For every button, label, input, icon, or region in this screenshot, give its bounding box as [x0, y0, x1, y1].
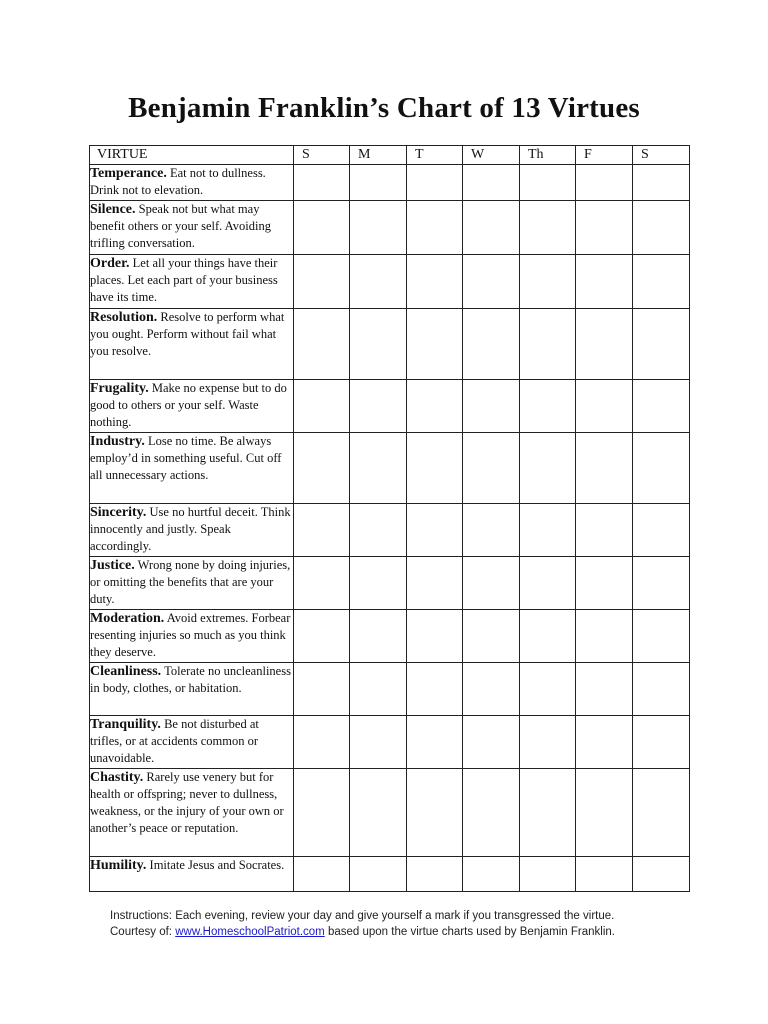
mark-cell[interactable]	[576, 380, 633, 433]
mark-cell[interactable]	[576, 663, 633, 716]
mark-cell[interactable]	[407, 201, 463, 255]
mark-cell[interactable]	[520, 857, 576, 892]
mark-cell[interactable]	[294, 165, 350, 201]
mark-cell[interactable]	[576, 433, 633, 504]
mark-cell[interactable]	[350, 610, 407, 663]
virtue-row	[90, 857, 690, 892]
virtue-description: Let all your things have their places. Let each part of your business have its time.	[90, 256, 278, 304]
mark-cell[interactable]	[294, 663, 350, 716]
mark-cell[interactable]	[633, 663, 690, 716]
homeschool-patriot-link[interactable]: www.HomeschoolPatriot.com	[175, 926, 325, 938]
mark-cell[interactable]	[294, 769, 350, 857]
mark-cell[interactable]	[463, 663, 520, 716]
mark-cell[interactable]	[576, 857, 633, 892]
header-day: W	[463, 146, 520, 165]
virtue-name: Industry.	[90, 434, 145, 449]
virtue-row	[90, 255, 690, 309]
virtue-description: Wrong none by doing injuries, or omitting the benefits that are your duty.	[90, 558, 291, 606]
virtue-name: Sincerity.	[90, 505, 147, 520]
virtue-row	[90, 433, 690, 504]
mark-cell[interactable]	[407, 504, 463, 557]
mark-cell[interactable]	[633, 557, 690, 610]
mark-cell[interactable]	[520, 610, 576, 663]
mark-cell[interactable]	[294, 433, 350, 504]
header-day: Th	[520, 146, 576, 165]
page-title: Benjamin Franklin’s Chart of 13 Virtues	[128, 92, 640, 124]
mark-cell[interactable]	[463, 504, 520, 557]
mark-cell[interactable]	[407, 309, 463, 380]
header-day: M	[350, 146, 407, 165]
virtue-row	[90, 309, 690, 380]
mark-cell[interactable]	[463, 769, 520, 857]
mark-cell[interactable]	[407, 255, 463, 309]
mark-cell[interactable]	[463, 201, 520, 255]
mark-cell[interactable]	[350, 255, 407, 309]
virtue-row	[90, 557, 690, 610]
mark-cell[interactable]	[463, 380, 520, 433]
virtue-cell	[90, 255, 294, 309]
mark-cell[interactable]	[520, 201, 576, 255]
mark-cell[interactable]	[576, 504, 633, 557]
virtue-cell	[90, 610, 294, 663]
mark-cell[interactable]	[633, 433, 690, 504]
mark-cell[interactable]	[576, 309, 633, 380]
mark-cell[interactable]	[520, 716, 576, 769]
mark-cell[interactable]	[294, 309, 350, 380]
mark-cell[interactable]	[576, 716, 633, 769]
mark-cell[interactable]	[407, 165, 463, 201]
header-day: S	[633, 146, 690, 165]
mark-cell[interactable]	[576, 557, 633, 610]
virtue-cell	[90, 769, 294, 857]
virtue-description: Speak not but what may benefit others or your self. Avoiding trifling conversation.	[90, 202, 271, 250]
virtue-name: Frugality.	[90, 381, 149, 396]
mark-cell[interactable]	[350, 857, 407, 892]
mark-cell[interactable]	[294, 504, 350, 557]
virtue-name: Moderation.	[90, 611, 165, 626]
virtue-name: Cleanliness.	[90, 664, 162, 679]
mark-cell[interactable]	[294, 380, 350, 433]
mark-cell[interactable]	[633, 309, 690, 380]
mark-cell[interactable]	[407, 769, 463, 857]
mark-cell[interactable]	[407, 716, 463, 769]
virtue-description: Rarely use venery but for health or offspring; never to dullness, weakness, or the injury of your own or another’s peace or reputation.	[90, 770, 284, 835]
mark-cell[interactable]	[350, 380, 407, 433]
virtue-description: Make no expense but to do good to others or your self. Waste nothing.	[90, 381, 287, 429]
courtesy-suffix: based upon the virtue charts used by Benjamin Franklin.	[324, 926, 615, 938]
mark-cell[interactable]	[633, 201, 690, 255]
virtue-name: Justice.	[90, 558, 135, 573]
virtue-description: Resolve to perform what you ought. Perform without fail what you resolve.	[90, 310, 285, 358]
mark-cell[interactable]	[520, 309, 576, 380]
header-row	[90, 146, 690, 165]
mark-cell[interactable]	[463, 165, 520, 201]
mark-cell[interactable]	[350, 165, 407, 201]
mark-cell[interactable]	[463, 557, 520, 610]
mark-cell[interactable]	[633, 716, 690, 769]
mark-cell[interactable]	[463, 857, 520, 892]
mark-cell[interactable]	[350, 433, 407, 504]
mark-cell[interactable]	[350, 716, 407, 769]
virtue-name: Chastity.	[90, 770, 144, 785]
mark-cell[interactable]	[350, 769, 407, 857]
virtue-chart-table	[89, 145, 690, 892]
mark-cell[interactable]	[407, 380, 463, 433]
virtue-name: Tranquility.	[90, 717, 161, 732]
virtue-description: Imitate Jesus and Socrates.	[149, 858, 285, 872]
courtesy-prefix: Courtesy of:	[110, 926, 176, 938]
mark-cell[interactable]	[294, 255, 350, 309]
virtue-description: Avoid extremes. Forbear resenting injuries so much as you think they deserve.	[90, 611, 291, 659]
virtue-cell	[90, 716, 294, 769]
instructions-text: Instructions: Each evening, review your day and give yourself a mark if you transgressed the virtue.	[110, 910, 615, 922]
mark-cell[interactable]	[407, 857, 463, 892]
virtue-row	[90, 201, 690, 255]
mark-cell[interactable]	[520, 165, 576, 201]
courtesy-line	[110, 924, 730, 940]
mark-cell[interactable]	[294, 557, 350, 610]
mark-cell[interactable]	[294, 201, 350, 255]
mark-cell[interactable]	[463, 610, 520, 663]
mark-cell[interactable]	[407, 610, 463, 663]
mark-cell[interactable]	[633, 504, 690, 557]
virtue-row	[90, 610, 690, 663]
mark-cell[interactable]	[463, 716, 520, 769]
mark-cell[interactable]	[520, 769, 576, 857]
mark-cell[interactable]	[463, 309, 520, 380]
mark-cell[interactable]	[520, 255, 576, 309]
virtue-name: Humility.	[90, 858, 147, 873]
virtue-name: Resolution.	[90, 310, 158, 325]
header-virtue: VIRTUE	[90, 146, 294, 165]
virtue-cell	[90, 201, 294, 255]
header-day: S	[294, 146, 350, 165]
header-day: F	[576, 146, 633, 165]
virtue-cell	[90, 165, 294, 201]
virtue-description: Lose no time. Be always employ’d in something useful. Cut off all unnecessary actions.	[90, 434, 282, 482]
virtue-row	[90, 380, 690, 433]
virtue-row	[90, 716, 690, 769]
mark-cell[interactable]	[350, 504, 407, 557]
virtue-cell	[90, 504, 294, 557]
virtue-description: Use no hurtful deceit. Think innocently and justly. Speak accordingly.	[90, 505, 291, 553]
header-day: T	[407, 146, 463, 165]
mark-cell[interactable]	[576, 201, 633, 255]
virtue-cell	[90, 380, 294, 433]
virtue-cell	[90, 309, 294, 380]
virtue-description: Eat not to dullness. Drink not to elevation.	[90, 166, 266, 197]
virtue-name: Temperance.	[90, 166, 167, 181]
footer-instructions	[110, 908, 730, 940]
mark-cell[interactable]	[633, 857, 690, 892]
mark-cell[interactable]	[407, 663, 463, 716]
virtue-description: Be not disturbed at trifles, or at accidents common or unavoidable.	[90, 717, 259, 765]
mark-cell[interactable]	[576, 255, 633, 309]
virtue-cell	[90, 857, 294, 892]
mark-cell[interactable]	[576, 610, 633, 663]
virtue-cell	[90, 433, 294, 504]
virtue-cell	[90, 557, 294, 610]
virtue-description: Tolerate no uncleanliness in body, clothes, or habitation.	[90, 664, 291, 695]
mark-cell[interactable]	[294, 857, 350, 892]
mark-cell[interactable]	[576, 165, 633, 201]
mark-cell[interactable]	[294, 610, 350, 663]
mark-cell[interactable]	[576, 769, 633, 857]
virtue-row	[90, 769, 690, 857]
mark-cell[interactable]	[407, 557, 463, 610]
mark-cell[interactable]	[463, 255, 520, 309]
mark-cell[interactable]	[633, 769, 690, 857]
virtue-row	[90, 165, 690, 201]
virtue-cell	[90, 663, 294, 716]
mark-cell[interactable]	[520, 433, 576, 504]
mark-cell[interactable]	[407, 433, 463, 504]
mark-cell[interactable]	[633, 610, 690, 663]
mark-cell[interactable]	[520, 380, 576, 433]
mark-cell[interactable]	[633, 165, 690, 201]
mark-cell[interactable]	[520, 557, 576, 610]
mark-cell[interactable]	[350, 557, 407, 610]
mark-cell[interactable]	[294, 716, 350, 769]
mark-cell[interactable]	[350, 201, 407, 255]
virtue-row	[90, 663, 690, 716]
virtue-name: Order.	[90, 256, 130, 271]
mark-cell[interactable]	[350, 663, 407, 716]
mark-cell[interactable]	[520, 504, 576, 557]
mark-cell[interactable]	[350, 309, 407, 380]
virtue-row	[90, 504, 690, 557]
mark-cell[interactable]	[633, 255, 690, 309]
virtue-name: Silence.	[90, 202, 136, 217]
mark-cell[interactable]	[520, 663, 576, 716]
mark-cell[interactable]	[633, 380, 690, 433]
mark-cell[interactable]	[463, 433, 520, 504]
